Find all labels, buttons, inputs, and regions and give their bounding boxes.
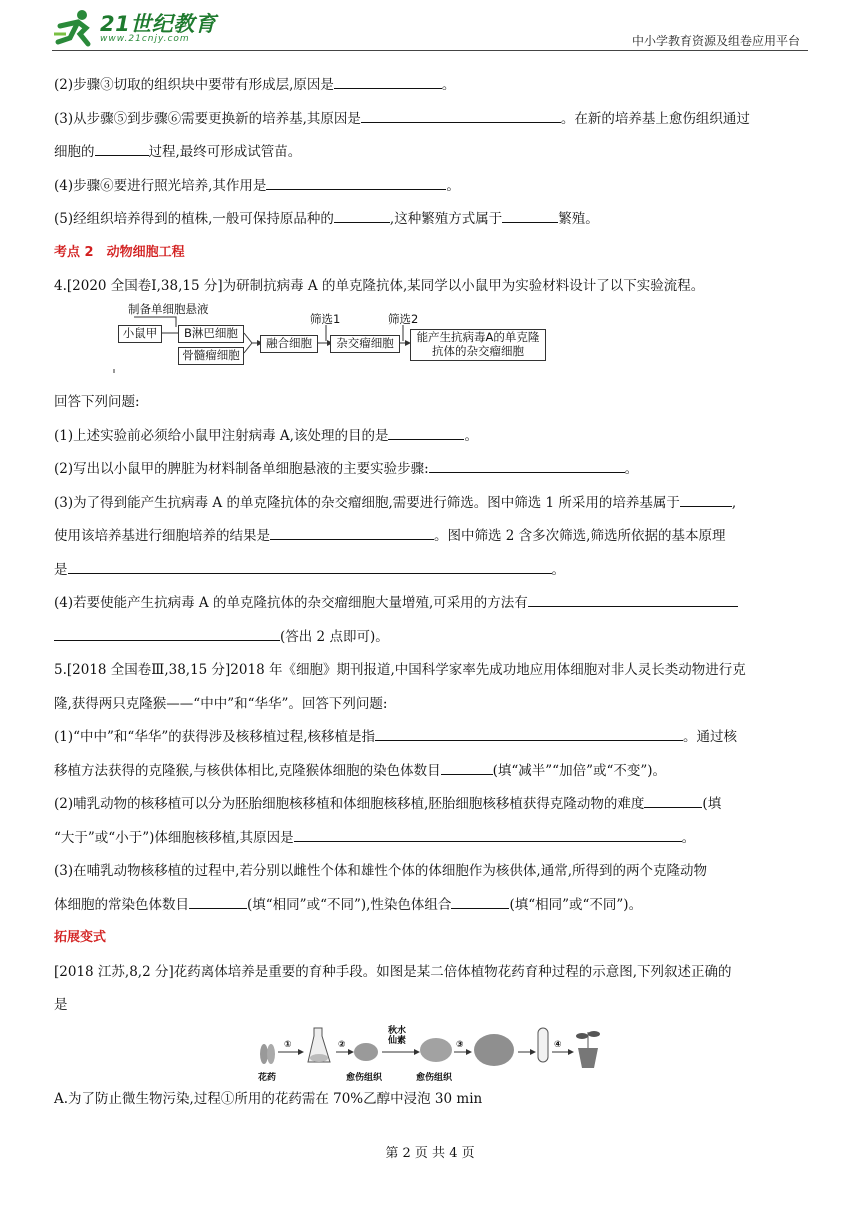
question-5-1 xyxy=(54,726,810,760)
question-4-4 xyxy=(54,592,810,626)
answer-blank xyxy=(95,141,149,156)
text: (3)为了得到能产生抗病毒 A 的单克隆抗体的杂交瘤细胞,需要进行筛选。图中筛选 1 所采用的培养基属于 xyxy=(54,494,680,511)
text: 。 xyxy=(441,77,456,93)
text: 。在新的培养基上愈伤组织通过 xyxy=(560,110,750,127)
text: 。 xyxy=(446,177,460,194)
question-3-2 xyxy=(54,74,810,108)
answer-blank xyxy=(68,559,552,574)
flow-box-final: 能产生抗病毒A的单克隆抗体的杂交瘤细胞 xyxy=(410,329,546,361)
answer-blank xyxy=(528,592,738,607)
question-3-4 xyxy=(54,175,810,209)
text: (填“相同”或“不同”)。 xyxy=(509,896,643,913)
question-6-cont: 是 xyxy=(54,997,68,1013)
question-4-1 xyxy=(54,425,810,459)
text: 。 xyxy=(624,461,639,477)
question-5-3-cont xyxy=(54,894,810,928)
text: 使用该培养基进行细胞培养的结果是 xyxy=(54,528,270,544)
text: 移植方法获得的克隆猴,与核供体相比,克隆猴体细胞的染色体数目 xyxy=(54,762,441,779)
anther-culture-diagram xyxy=(54,1018,810,1088)
text: 。通过核 xyxy=(683,729,738,745)
experiment-flowchart xyxy=(54,301,810,391)
question-5: 5.[2018 全国卷Ⅲ,38,15 分]2018 年《细胞》期刊报道,中国科学家率先成功地应用体细胞对非人灵长类动物进行克 xyxy=(54,662,746,678)
text: (4)步骤⑥要进行照光培养,其作用是 xyxy=(54,177,267,194)
flow-label-prepare: 制备单细胞悬液 xyxy=(128,302,209,316)
answer-blank xyxy=(429,458,625,473)
step-4-label: ④ xyxy=(554,1040,562,1050)
option-a: A.为了防止微生物污染,过程①所用的花药需在 70%乙醇中浸泡 30 min xyxy=(54,1091,483,1107)
runner-logo-icon xyxy=(52,8,98,48)
text: (填“相同”或“不同”),性染色体组合 xyxy=(247,896,452,913)
question-5-3: (3)在哺乳动物核移植的过程中,若分别以雌性个体和雄性个体的体细胞作为核供体,通常,所得到的两个克隆动物 xyxy=(54,863,707,879)
answer-blank xyxy=(266,175,446,190)
flow-box-fused: 融合细胞 xyxy=(260,335,318,353)
answer-blank xyxy=(441,760,493,775)
text: 。 xyxy=(681,829,696,846)
flow-box-myeloma: 骨髓瘤细胞 xyxy=(178,347,244,365)
question-4-4-cont xyxy=(54,626,810,660)
answer-blank xyxy=(294,827,682,842)
page-footer: 第 2 页 共 4 页 xyxy=(385,1146,475,1161)
text: “大于”或“小于”)体细胞核移植,其原因是 xyxy=(54,829,294,846)
answer-blank xyxy=(54,626,280,641)
callus-label-1: 愈伤组织 xyxy=(346,1073,383,1083)
question-3-3 xyxy=(54,108,810,142)
text: (填 xyxy=(702,796,722,812)
text: 体细胞的常染色体数目 xyxy=(54,896,189,913)
step-2-label: ② xyxy=(338,1040,346,1050)
flow-box-b-cell: B淋巴细胞 xyxy=(178,325,244,343)
text: (4)若要使能产生抗病毒 A 的单克隆抗体的杂交瘤细胞大量增殖,可采用的方法有 xyxy=(54,595,528,611)
text: (填“减半”“加倍”或“不变”)。 xyxy=(492,762,667,779)
platform-name: 中小学教育资源及组卷应用平台 xyxy=(631,34,800,48)
text: (3)从步骤⑤到步骤⑥需要更换新的培养基,其原因是 xyxy=(54,110,361,127)
anther-label: 花药 xyxy=(258,1073,277,1083)
text: 。 xyxy=(464,427,478,444)
text: (2)步骤③切取的组织块中要带有形成层,原因是 xyxy=(54,77,334,93)
section-heading-2: 考点 2 动物细胞工程 xyxy=(54,244,185,260)
question-3-3-cont xyxy=(54,141,810,175)
text: (2)哺乳动物的核移植可以分为胚胎细胞核移植和体细胞核移植,胚胎细胞核移植获得克隆动物的难度 xyxy=(54,796,645,812)
question-6: [2018 江苏,8,2 分]花药离体培养是重要的育种手段。如图是某二倍体植物花药育种过程的示意图,下列叙述正确的 xyxy=(54,963,732,980)
answer-blank xyxy=(270,525,434,540)
step-3-label: ③ xyxy=(456,1040,464,1050)
question-5-2-cont xyxy=(54,827,810,861)
flow-box-hybridoma: 杂交瘤细胞 xyxy=(330,335,400,353)
document-body xyxy=(54,74,810,1122)
question-4: 4.[2020 全国卷Ⅰ,38,15 分]为研制抗病毒 A 的单克隆抗体,某同学以小鼠甲为实验材料设计了以下实验流程。 xyxy=(54,278,705,294)
text: ,这种繁殖方式属于 xyxy=(389,211,503,227)
flow-label-screen1: 筛选1 xyxy=(310,312,341,326)
text: , xyxy=(731,494,737,511)
page-header xyxy=(52,6,808,51)
answer-blank xyxy=(334,74,442,89)
answer-blank xyxy=(375,726,683,741)
answer-blank xyxy=(451,894,509,909)
text: 。 xyxy=(551,561,565,578)
question-5-cont: 隆,获得两只克隆猴——“中中”和“华华”。回答下列问题: xyxy=(54,695,388,712)
step-1-label: ① xyxy=(284,1040,292,1050)
answer-blank xyxy=(334,208,390,223)
answer-blank xyxy=(502,208,558,223)
answer-blank xyxy=(644,793,702,808)
text: (5)经组织培养得到的植株,一般可保持原品种的 xyxy=(54,211,334,227)
question-3-5 xyxy=(54,208,810,242)
text: (2)写出以小鼠甲的脾脏为材料制备单细胞悬液的主要实验步骤: xyxy=(54,461,429,477)
question-4-3-cont2 xyxy=(54,559,810,593)
logo xyxy=(52,8,242,48)
section-heading-extension: 拓展变式 xyxy=(54,930,107,945)
question-4-2 xyxy=(54,458,810,492)
text: 细胞的 xyxy=(54,144,95,160)
answer-blank xyxy=(680,492,732,507)
flow-label-screen2: 筛选2 xyxy=(388,312,419,326)
text: 过程,最终可形成试管苗。 xyxy=(148,144,302,160)
question-4-3-cont xyxy=(54,525,810,559)
text: (1)上述实验前必须给小鼠甲注射病毒 A,该处理的目的是 xyxy=(54,427,389,444)
logo-text: 21世纪教育 xyxy=(100,12,217,36)
flow-box-mouse: 小鼠甲 xyxy=(118,325,162,343)
anther-culture-illustration xyxy=(54,1018,614,1088)
question-5-2 xyxy=(54,793,810,827)
text: (1)“中中”和“华华”的获得涉及核移植过程,核移植是指 xyxy=(54,729,376,745)
question-4-3 xyxy=(54,492,810,526)
answer-blank xyxy=(361,108,561,123)
logo-url: www.21cnjy.com xyxy=(100,34,190,44)
text: 是 xyxy=(54,561,68,578)
text: 繁殖。 xyxy=(558,211,599,227)
text: (答出 2 点即可)。 xyxy=(280,628,389,645)
colchicine-label: 秋水仙素 xyxy=(388,1026,407,1046)
question-5-1-cont xyxy=(54,760,810,794)
answer-blank xyxy=(388,425,464,440)
text: 。图中筛选 2 含多次筛选,筛选所依据的基本原理 xyxy=(434,528,726,544)
callus-label-2: 愈伤组织 xyxy=(416,1073,453,1083)
answer-blank xyxy=(189,894,247,909)
answer-prompt: 回答下列问题: xyxy=(54,394,140,410)
